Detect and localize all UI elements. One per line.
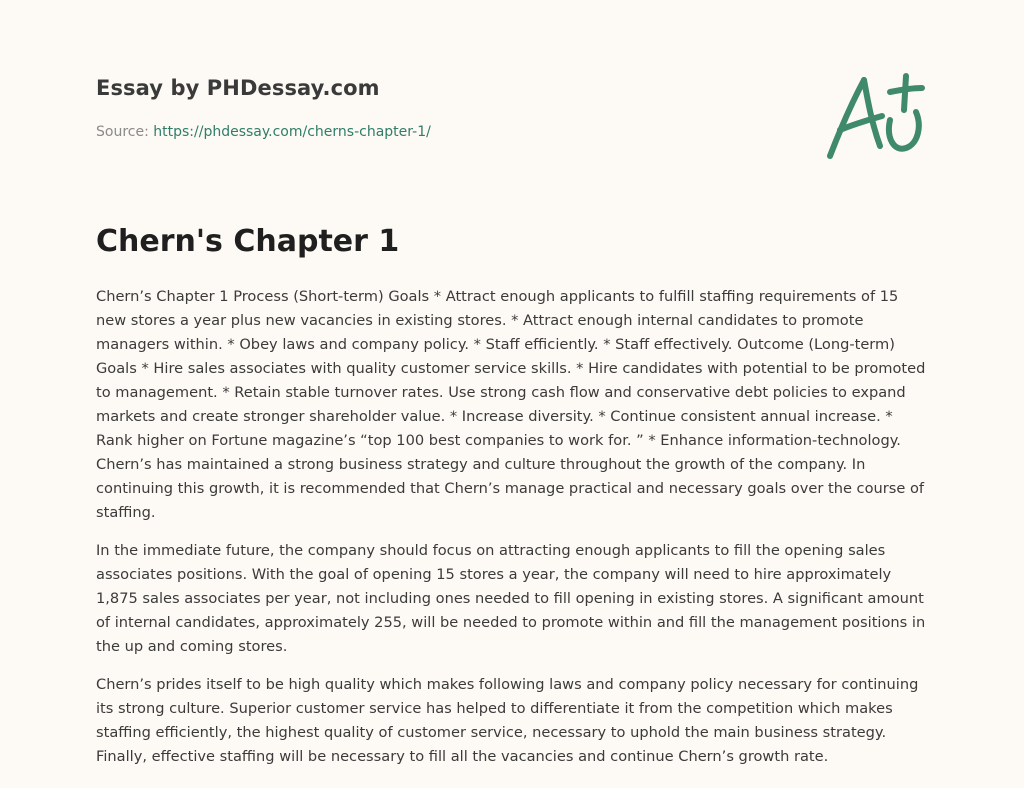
source-line [96,124,431,140]
source-label: Source: [96,124,149,140]
paragraph: Chern’s Chapter 1 Process (Short-term) Goals * Attract enough applicants to fulfill staffing requirements of 15 new stores a year plus new vacancies in existing stores. * Attract enough internal candidates to promote managers within. * Obey laws and company policy. * Staff efficiently. * Staff effectively. Outcome (Long-term) Goals * Hire sales associates with quality customer service skills. * Hire candidates with potential to be promoted to management. * Retain stable turnover rates. Use strong cash flow and conservative debt policies to expand markets and create stronger shareholder value. * Increase diversity. * Continue consistent annual increase. * Rank higher on Fortune magazine’s “top 100 best companies to work for. ” * Enhance information-technology. Chern’s has maintained a strong business strategy and culture throughout the growth of the company. In continuing this growth, it is recommended that Chern’s manage practical and necessary goals over the course of staffing. [96,288,926,521]
site-brand: Essay by PHDessay.com [96,76,380,100]
paragraph: In the immediate future, the company should focus on attracting enough applicants to fill the opening sales associates positions. With the goal of opening 15 stores a year, the company will need to hire approximately 1,875 sales associates per year, not including ones needed to fill opening in existing stores. A significant amount of internal candidates, approximately 255, will be needed to promote within and fill the management positions in the up and coming stores. [96,542,926,655]
source-link[interactable]: https://phdessay.com/cherns-chapter-1/ [153,124,431,140]
paragraph: Chern’s prides itself to be high quality which makes following laws and company policy necessary for continuing its strong culture. Superior customer service has helped to differentiate it from the competition which makes staffing efficiently, the highest quality of customer service, necessary to uphold the main business strategy. Finally, effective staffing will be necessary to fill all the vacancies and continue Chern’s growth rate. [96,676,919,765]
article-body [96,285,932,783]
page-title: Chern's Chapter 1 [96,224,400,259]
a-plus-grade-icon [820,68,930,168]
